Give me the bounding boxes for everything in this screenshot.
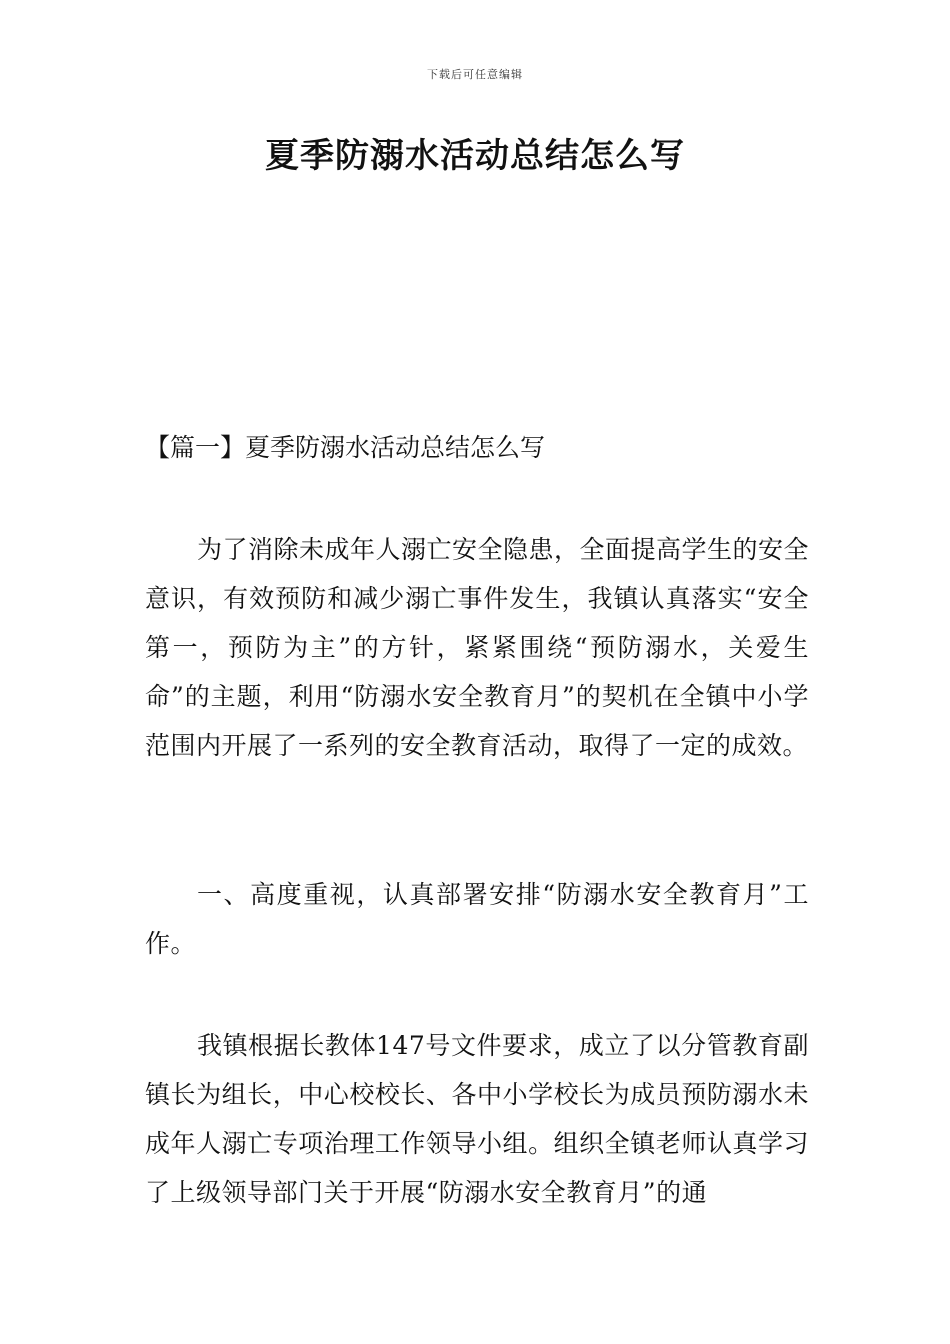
paragraph-heading-one: 一、高度重视，认真部署安排“防溺水安全教育月”工作。 [145,880,809,958]
paragraph-body: 我镇根据长教体147号文件要求，成立了以分管教育副镇长为组长，中心校校长、各中小学校长为成员预防溺水未成年人溺亡专项治理工作领导小组。组织全镇老师认真学习了上级领导部门关于开展“防溺水安全教育月”的通 [145,1031,809,1207]
section-title: 【篇一】夏季防溺水活动总结怎么写 [145,433,546,462]
header-note: 下载后可任意编辑 [427,68,523,81]
paragraph-intro: 为了消除未成年人溺亡安全隐患，全面提高学生的安全意识，有效预防和减少溺亡事件发生，我镇认真落实“安全第一，预防为主”的方针，紧紧围绕“预防溺水，关爱生命”的主题，利用“防溺水安全教育月”的契机在全镇中小学范围内开展了一系列的安全教育活动，取得了一定的成效。 [145,535,810,760]
document-title: 夏季防溺水活动总结怎么写 [265,136,685,176]
